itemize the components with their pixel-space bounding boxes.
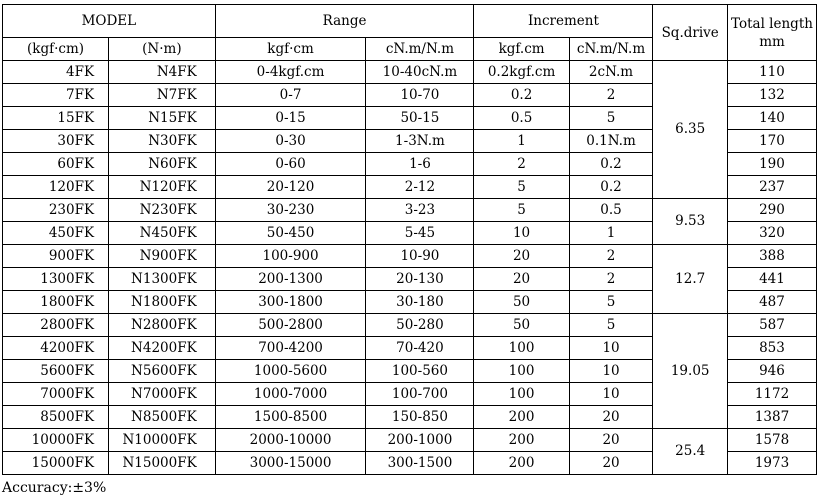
header-increment: Increment — [474, 5, 653, 38]
model-nm-cell: N8500FK — [109, 406, 216, 429]
range-cn-cell: 3-23 — [366, 199, 474, 222]
model-kgf-cell: 450FK — [3, 222, 109, 245]
range-cn-cell: 10-40cN.m — [366, 61, 474, 84]
range-kgf-cell: 700-4200 — [215, 337, 366, 360]
increment-kgf-cell: 5 — [474, 199, 569, 222]
range-kgf-cell: 0-15 — [215, 107, 366, 130]
model-kgf-cell: 10000FK — [3, 429, 109, 452]
model-nm-cell: N4FK — [109, 61, 216, 84]
increment-cn-cell: 2cN.m — [569, 61, 653, 84]
increment-cn-cell: 2 — [569, 268, 653, 291]
range-cn-cell: 20-130 — [366, 268, 474, 291]
range-kgf-cell: 1500-8500 — [215, 406, 366, 429]
range-kgf-cell: 20-120 — [215, 176, 366, 199]
header-total-length-unit: mm — [759, 33, 785, 50]
total-length-cell: 110 — [727, 61, 816, 84]
model-kgf-cell: 7FK — [3, 84, 109, 107]
increment-cn-cell: 0.2 — [569, 153, 653, 176]
range-cn-cell: 100-700 — [366, 383, 474, 406]
total-length-cell: 1387 — [727, 406, 816, 429]
model-kgf-cell: 230FK — [3, 199, 109, 222]
range-cn-cell: 10-70 — [366, 84, 474, 107]
subheader-model-kgf: (kgf·cm) — [3, 38, 109, 61]
total-length-cell: 132 — [727, 84, 816, 107]
model-nm-cell: N1300FK — [109, 268, 216, 291]
increment-kgf-cell: 20 — [474, 268, 569, 291]
increment-cn-cell: 0.2 — [569, 176, 653, 199]
sq-drive-cell: 6.35 — [653, 61, 728, 199]
range-kgf-cell: 0-4kgf.cm — [215, 61, 366, 84]
table-row — [3, 199, 817, 222]
total-length-cell: 190 — [727, 153, 816, 176]
model-nm-cell: N2800FK — [109, 314, 216, 337]
header-range: Range — [215, 5, 474, 38]
subheader-range-kgf: kgf·cm — [215, 38, 366, 61]
total-length-cell: 587 — [727, 314, 816, 337]
range-cn-cell: 50-15 — [366, 107, 474, 130]
model-kgf-cell: 8500FK — [3, 406, 109, 429]
increment-cn-cell: 20 — [569, 406, 653, 429]
total-length-cell: 170 — [727, 130, 816, 153]
range-cn-cell: 30-180 — [366, 291, 474, 314]
model-nm-cell: N120FK — [109, 176, 216, 199]
increment-kgf-cell: 200 — [474, 429, 569, 452]
model-nm-cell: N15000FK — [109, 452, 216, 475]
sq-drive-cell: 12.7 — [653, 245, 728, 314]
header-total-length — [727, 5, 816, 61]
increment-kgf-cell: 0.2 — [474, 84, 569, 107]
increment-kgf-cell: 200 — [474, 452, 569, 475]
range-cn-cell: 1-3N.m — [366, 130, 474, 153]
increment-kgf-cell: 1 — [474, 130, 569, 153]
increment-kgf-cell: 50 — [474, 314, 569, 337]
range-kgf-cell: 3000-15000 — [215, 452, 366, 475]
table-row — [3, 429, 817, 452]
increment-kgf-cell: 2 — [474, 153, 569, 176]
model-nm-cell: N450FK — [109, 222, 216, 245]
model-nm-cell: N1800FK — [109, 291, 216, 314]
header-total-length-label: Total length — [731, 15, 813, 32]
increment-kgf-cell: 20 — [474, 245, 569, 268]
model-nm-cell: N5600FK — [109, 360, 216, 383]
range-cn-cell: 100-560 — [366, 360, 474, 383]
range-cn-cell: 50-280 — [366, 314, 474, 337]
sq-drive-cell: 9.53 — [653, 199, 728, 245]
range-cn-cell: 1-6 — [366, 153, 474, 176]
model-nm-cell: N30FK — [109, 130, 216, 153]
accuracy-note: Accuracy:±3% — [2, 480, 107, 496]
total-length-cell: 1578 — [727, 429, 816, 452]
range-cn-cell: 2-12 — [366, 176, 474, 199]
increment-kgf-cell: 200 — [474, 406, 569, 429]
subheader-increment-cn: cN.m/N.m — [569, 38, 653, 61]
range-kgf-cell: 100-900 — [215, 245, 366, 268]
range-kgf-cell: 0-30 — [215, 130, 366, 153]
model-kgf-cell: 15FK — [3, 107, 109, 130]
total-length-cell: 140 — [727, 107, 816, 130]
increment-cn-cell: 10 — [569, 360, 653, 383]
range-cn-cell: 150-850 — [366, 406, 474, 429]
header-model: MODEL — [3, 5, 216, 38]
total-length-cell: 290 — [727, 199, 816, 222]
range-kgf-cell: 50-450 — [215, 222, 366, 245]
model-kgf-cell: 4FK — [3, 61, 109, 84]
total-length-cell: 1172 — [727, 383, 816, 406]
range-cn-cell: 10-90 — [366, 245, 474, 268]
model-nm-cell: N7FK — [109, 84, 216, 107]
increment-cn-cell: 20 — [569, 452, 653, 475]
model-kgf-cell: 30FK — [3, 130, 109, 153]
increment-cn-cell: 10 — [569, 337, 653, 360]
range-kgf-cell: 200-1300 — [215, 268, 366, 291]
model-nm-cell: N15FK — [109, 107, 216, 130]
subheader-range-cn: cN.m/N.m — [366, 38, 474, 61]
total-length-cell: 1973 — [727, 452, 816, 475]
increment-cn-cell: 0.1N.m — [569, 130, 653, 153]
increment-cn-cell: 2 — [569, 245, 653, 268]
sq-drive-cell: 25.4 — [653, 429, 728, 475]
range-cn-cell: 200-1000 — [366, 429, 474, 452]
increment-kgf-cell: 100 — [474, 360, 569, 383]
increment-cn-cell: 1 — [569, 222, 653, 245]
increment-cn-cell: 0.5 — [569, 199, 653, 222]
range-kgf-cell: 1000-5600 — [215, 360, 366, 383]
total-length-cell: 487 — [727, 291, 816, 314]
range-kgf-cell: 500-2800 — [215, 314, 366, 337]
increment-kgf-cell: 10 — [474, 222, 569, 245]
model-kgf-cell: 7000FK — [3, 383, 109, 406]
model-kgf-cell: 60FK — [3, 153, 109, 176]
increment-cn-cell: 5 — [569, 291, 653, 314]
increment-cn-cell: 10 — [569, 383, 653, 406]
increment-cn-cell: 5 — [569, 107, 653, 130]
total-length-cell: 320 — [727, 222, 816, 245]
range-cn-cell: 5-45 — [366, 222, 474, 245]
table-row — [3, 61, 817, 84]
total-length-cell: 946 — [727, 360, 816, 383]
model-kgf-cell: 2800FK — [3, 314, 109, 337]
increment-kgf-cell: 0.2kgf.cm — [474, 61, 569, 84]
range-kgf-cell: 1000-7000 — [215, 383, 366, 406]
model-kgf-cell: 15000FK — [3, 452, 109, 475]
subheader-model-nm: (N·m) — [109, 38, 216, 61]
range-kgf-cell: 0-60 — [215, 153, 366, 176]
range-kgf-cell: 30-230 — [215, 199, 366, 222]
model-kgf-cell: 120FK — [3, 176, 109, 199]
total-length-cell: 441 — [727, 268, 816, 291]
model-nm-cell: N4200FK — [109, 337, 216, 360]
total-length-cell: 853 — [727, 337, 816, 360]
range-kgf-cell: 300-1800 — [215, 291, 366, 314]
model-nm-cell: N900FK — [109, 245, 216, 268]
model-kgf-cell: 1800FK — [3, 291, 109, 314]
increment-cn-cell: 20 — [569, 429, 653, 452]
spec-table — [2, 4, 817, 475]
increment-cn-cell: 5 — [569, 314, 653, 337]
subheader-increment-kgf: kgf.cm — [474, 38, 569, 61]
model-nm-cell: N10000FK — [109, 429, 216, 452]
table-header-row — [3, 5, 817, 38]
model-kgf-cell: 4200FK — [3, 337, 109, 360]
model-kgf-cell: 1300FK — [3, 268, 109, 291]
increment-cn-cell: 2 — [569, 84, 653, 107]
header-sq-drive: Sq.drive — [653, 5, 728, 61]
table-row — [3, 314, 817, 337]
range-cn-cell: 300-1500 — [366, 452, 474, 475]
table-row — [3, 245, 817, 268]
total-length-cell: 237 — [727, 176, 816, 199]
range-cn-cell: 70-420 — [366, 337, 474, 360]
increment-kgf-cell: 50 — [474, 291, 569, 314]
model-nm-cell: N230FK — [109, 199, 216, 222]
increment-kgf-cell: 100 — [474, 383, 569, 406]
sq-drive-cell: 19.05 — [653, 314, 728, 429]
model-kgf-cell: 5600FK — [3, 360, 109, 383]
increment-kgf-cell: 100 — [474, 337, 569, 360]
model-kgf-cell: 900FK — [3, 245, 109, 268]
range-kgf-cell: 2000-10000 — [215, 429, 366, 452]
range-kgf-cell: 0-7 — [215, 84, 366, 107]
increment-kgf-cell: 0.5 — [474, 107, 569, 130]
increment-kgf-cell: 5 — [474, 176, 569, 199]
model-nm-cell: N60FK — [109, 153, 216, 176]
model-nm-cell: N7000FK — [109, 383, 216, 406]
total-length-cell: 388 — [727, 245, 816, 268]
